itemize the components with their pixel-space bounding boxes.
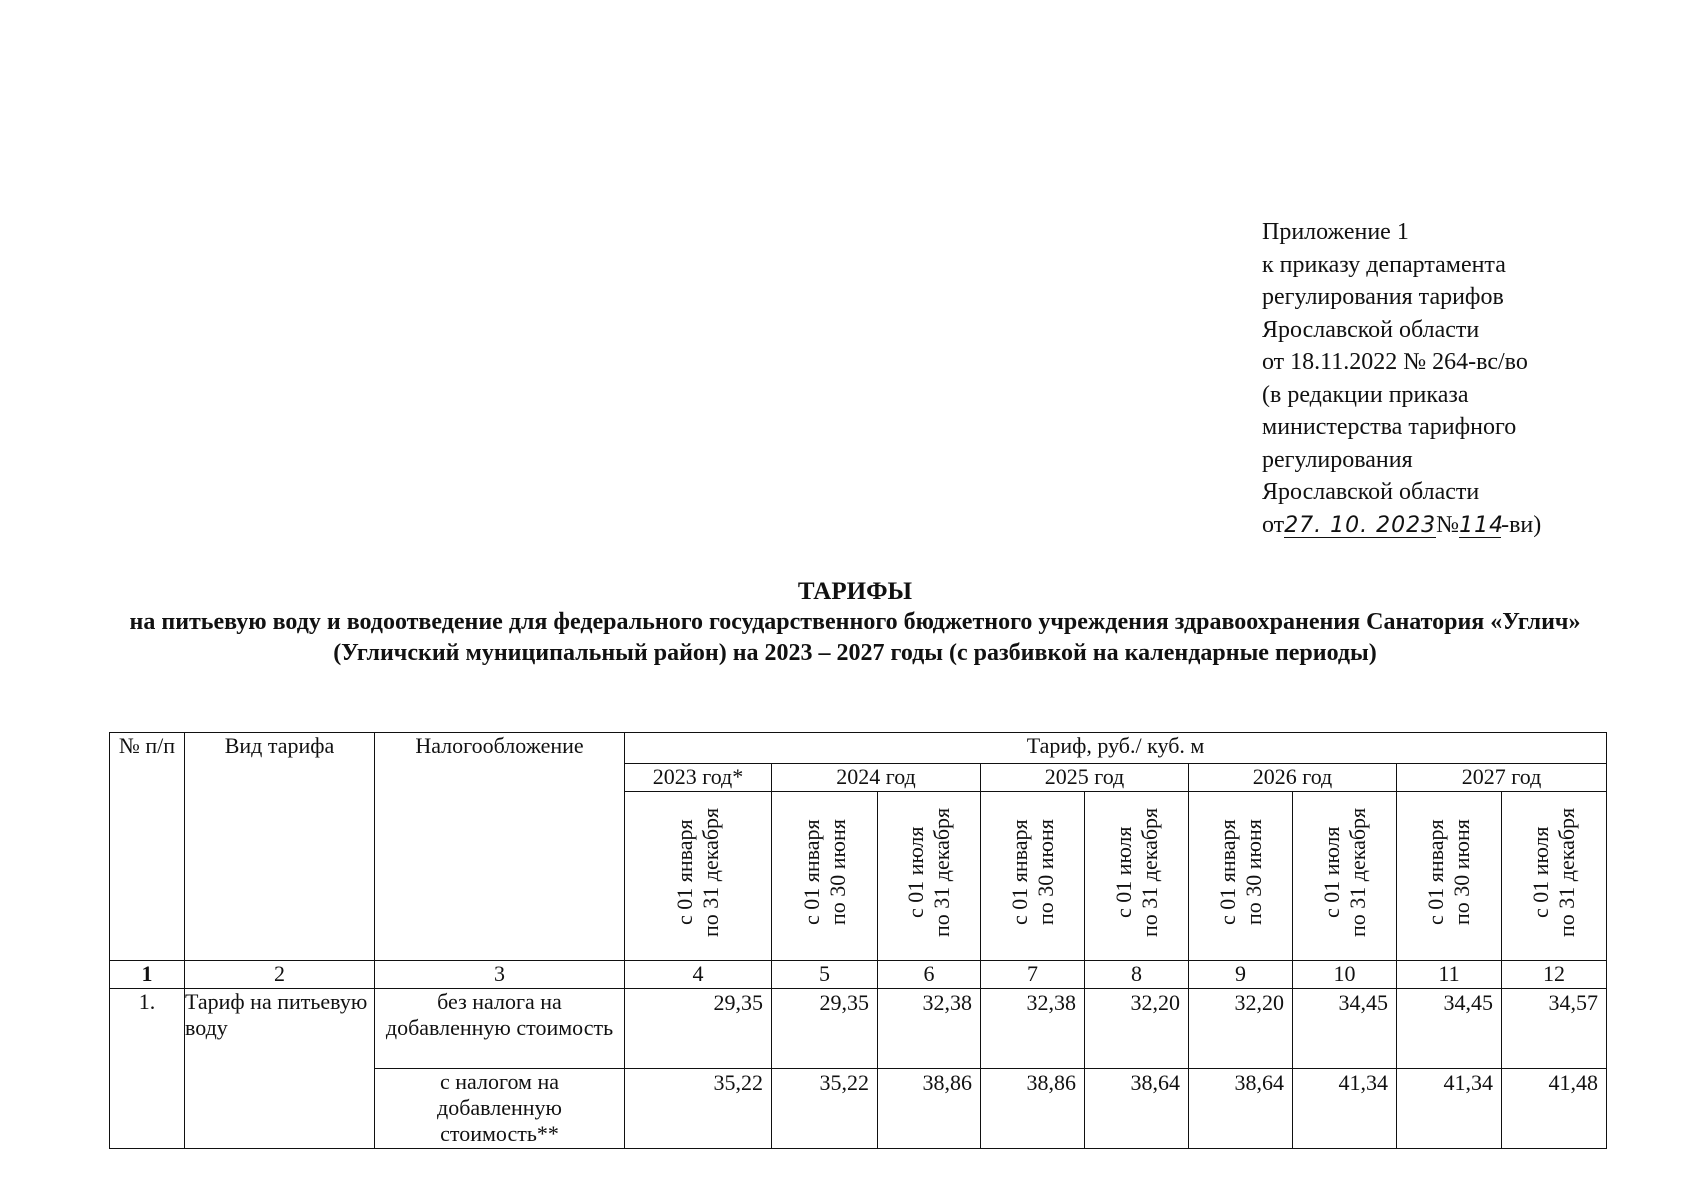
title-subheading: на питьевую воду и водоотведение для федерального государственного бюджетного учреждения здравоохранения Санатория «Углич» (Угличский муниципальный район) на 2023 – 2027 годы (с разбивкой на календарные периоды) xyxy=(129,609,1581,666)
tariff-value: 35,22 xyxy=(625,1069,772,1149)
handwritten-number: 114 xyxy=(1459,512,1505,538)
tariff-value: 41,34 xyxy=(1397,1069,1502,1149)
header-period-cell xyxy=(1293,792,1397,961)
header-period-cell xyxy=(1397,792,1502,961)
title-heading: ТАРИФЫ xyxy=(797,578,913,605)
tariff-value: 41,34 xyxy=(1293,1069,1397,1149)
appendix-last-line xyxy=(1262,509,1541,542)
header-period: с 01 января по 30 июня xyxy=(1214,819,1266,925)
header-period: с 01 июля по 31 декабря xyxy=(1528,807,1580,937)
tariff-value: 38,86 xyxy=(981,1069,1085,1149)
tariff-value: 38,64 xyxy=(1189,1069,1293,1149)
tariff-value: 34,57 xyxy=(1502,989,1607,1069)
header-period-cell xyxy=(878,792,981,961)
appendix-line: министерства тарифного xyxy=(1262,414,1517,440)
tariff-value: 32,20 xyxy=(1189,989,1293,1069)
document-title xyxy=(110,576,1600,669)
appendix-suffix: -ви) xyxy=(1501,511,1542,538)
appendix-line: регулирования тарифов xyxy=(1262,284,1504,310)
appendix-line: (в редакции приказа xyxy=(1262,381,1469,408)
tariff-value: 34,45 xyxy=(1397,989,1502,1069)
header-period-cell xyxy=(1502,792,1607,961)
header-year: 2025 год xyxy=(981,764,1189,792)
header-kind: Вид тарифа xyxy=(185,733,375,961)
header-period: с 01 июля по 31 декабря xyxy=(1110,807,1162,937)
header-year: 2023 год* xyxy=(625,764,772,792)
column-number: 6 xyxy=(878,961,981,989)
tariff-value: 29,35 xyxy=(772,989,878,1069)
column-number: 2 xyxy=(185,961,375,989)
appendix-line: Ярославской области xyxy=(1262,316,1480,343)
appendix-prefix: от xyxy=(1262,511,1285,538)
header-row xyxy=(110,733,1607,764)
header-tax: Налогообложение xyxy=(375,733,625,961)
tariff-value: 34,45 xyxy=(1293,989,1397,1069)
column-number: 3 xyxy=(375,961,625,989)
column-number: 8 xyxy=(1085,961,1189,989)
appendix-line: Приложение 1 xyxy=(1262,219,1409,245)
tax-with-vat: с налогом на добавленную стоимость** xyxy=(375,1069,625,1149)
header-period: с 01 января по 31 декабря xyxy=(672,807,723,937)
column-number: 7 xyxy=(981,961,1085,989)
header-tariff: Тариф, руб./ куб. м xyxy=(625,733,1607,764)
tariff-value: 35,22 xyxy=(772,1069,878,1149)
tariff-value: 29,35 xyxy=(625,989,772,1069)
header-period: с 01 июля по 31 декабря xyxy=(903,807,954,937)
header-num: № п/п xyxy=(110,733,185,961)
tariff-value: 41,48 xyxy=(1502,1069,1607,1149)
header-year: 2024 год xyxy=(772,764,981,792)
header-year: 2027 год xyxy=(1397,764,1607,792)
column-number: 4 xyxy=(625,961,772,989)
tariff-value: 32,38 xyxy=(878,989,981,1069)
column-number: 9 xyxy=(1189,961,1293,989)
tariff-kind: Тариф на питьевую воду xyxy=(185,989,375,1149)
tariff-value: 32,38 xyxy=(981,989,1085,1069)
header-period-cell xyxy=(981,792,1085,961)
header-period-cell xyxy=(1085,792,1189,961)
column-number: 12 xyxy=(1502,961,1607,989)
appendix-line: от 18.11.2022 № 264-вс/во xyxy=(1262,349,1528,375)
column-number: 10 xyxy=(1293,961,1397,989)
appendix-line: к приказу департамента xyxy=(1262,251,1506,278)
tariff-value: 32,20 xyxy=(1085,989,1189,1069)
header-period-cell xyxy=(1189,792,1293,961)
number-sign: № xyxy=(1436,511,1460,538)
tariff-table xyxy=(109,732,1607,1149)
appendix-line: регулирования xyxy=(1262,446,1413,473)
appendix-line: Ярославской области xyxy=(1262,479,1480,505)
header-year: 2026 год xyxy=(1189,764,1397,792)
tariff-value: 38,64 xyxy=(1085,1069,1189,1149)
column-number: 11 xyxy=(1397,961,1502,989)
row-number: 1. xyxy=(110,989,185,1149)
column-number: 1 xyxy=(110,961,185,989)
appendix-block xyxy=(1262,216,1541,541)
header-period-cell xyxy=(772,792,878,961)
tariff-value: 38,86 xyxy=(878,1069,981,1149)
header-period: с 01 января по 30 июня xyxy=(798,819,850,925)
header-period: с 01 июля по 31 декабря xyxy=(1318,807,1370,937)
column-number-row xyxy=(110,961,1607,989)
header-period: с 01 января по 30 июня xyxy=(1423,819,1474,925)
tax-without-vat: без налога на добавленную стоимость xyxy=(375,989,625,1069)
handwritten-date: 27. 10. 2023 xyxy=(1284,512,1437,538)
table-row xyxy=(110,989,1607,1069)
header-period: с 01 января по 30 июня xyxy=(1006,819,1058,925)
header-period-cell xyxy=(625,792,772,961)
column-number: 5 xyxy=(772,961,878,989)
